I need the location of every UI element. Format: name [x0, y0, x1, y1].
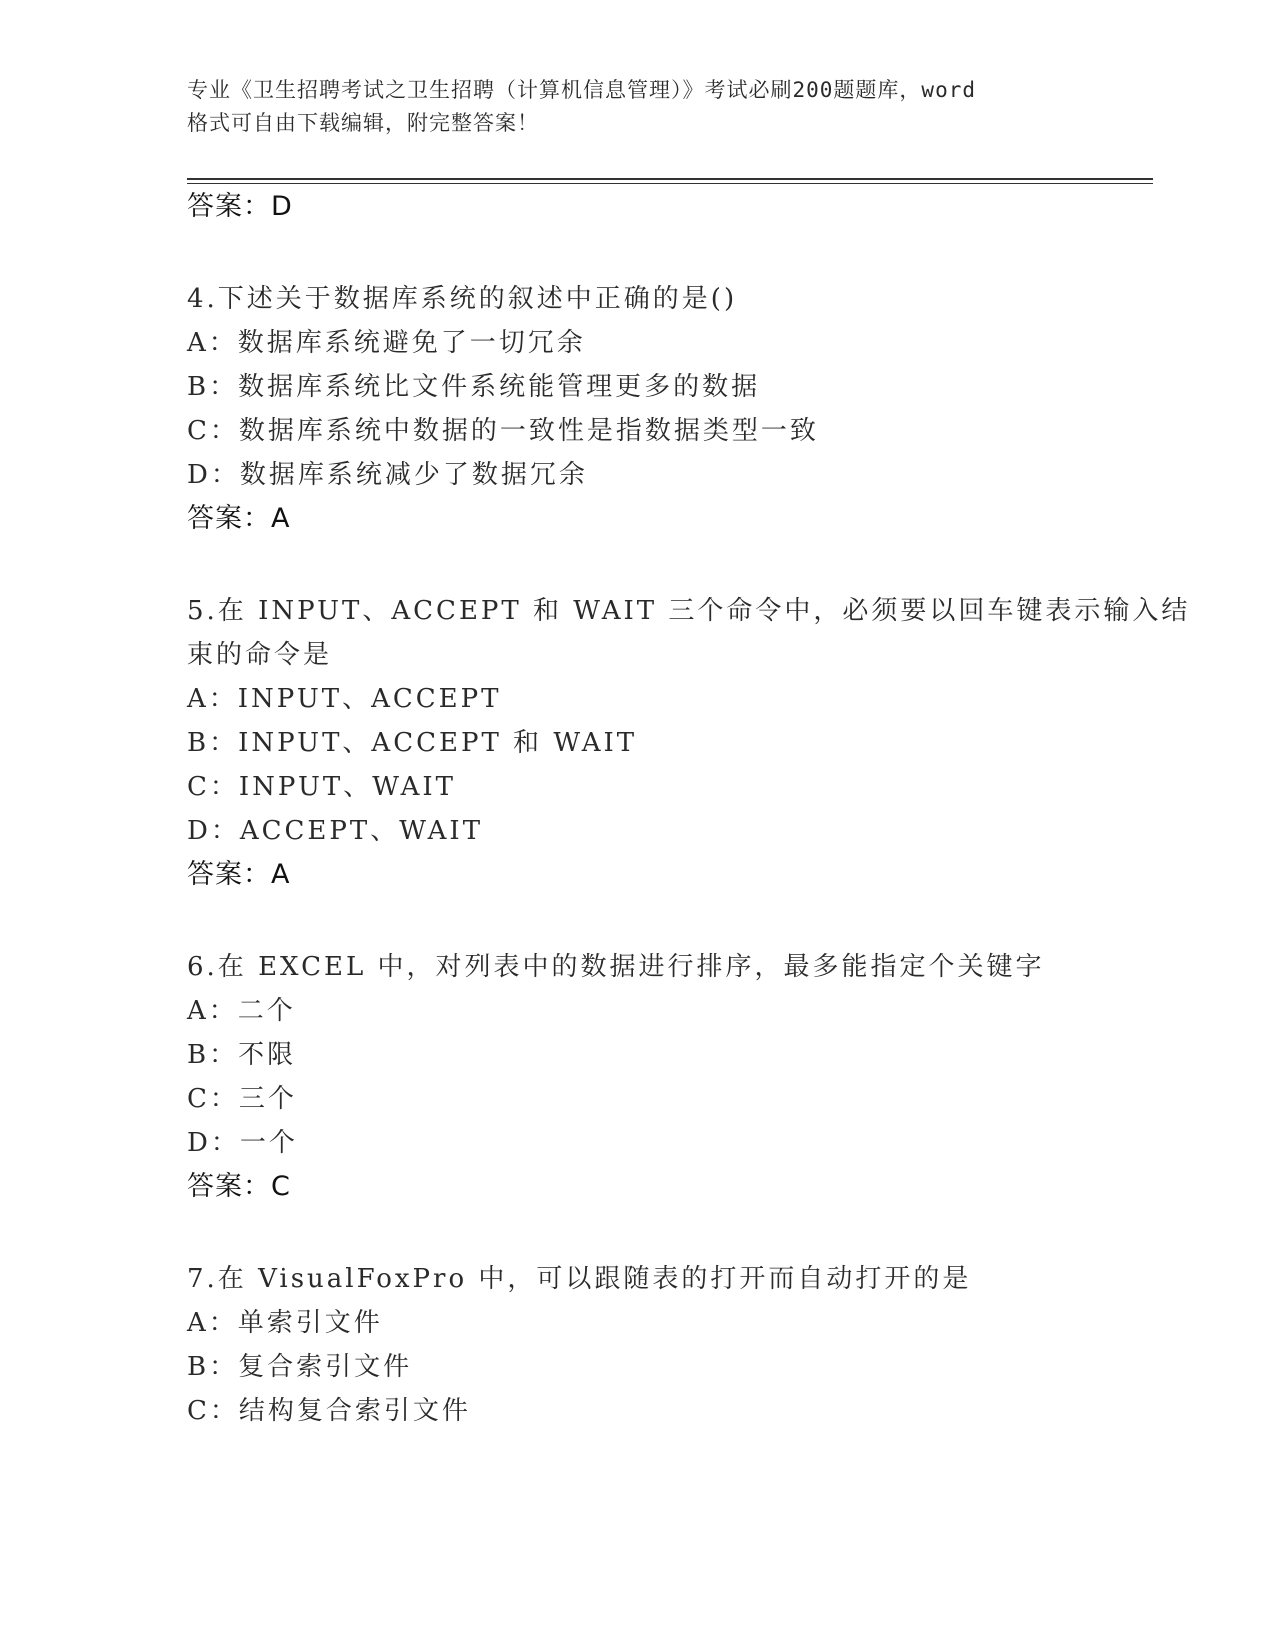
answer-line: 答案：D — [187, 191, 293, 222]
option-b: B：数据库系统比文件系统能管理更多的数据 — [187, 372, 761, 402]
header-divider-thin — [187, 183, 1153, 184]
document-header — [187, 74, 1087, 140]
question-stem: 6.在 EXCEL 中，对列表中的数据进行排序，最多能指定个关键字 — [187, 952, 1045, 982]
option-c: C：数据库系统中数据的一致性是指数据类型一致 — [187, 416, 819, 446]
header-line-2: 格式可自由下载编辑，附完整答案！ — [187, 111, 539, 135]
option-c: C：INPUT、WAIT — [187, 772, 457, 802]
answer-line: 答案：A — [187, 503, 291, 534]
option-d: D：ACCEPT、WAIT — [187, 816, 484, 846]
answer-line: 答案：C — [187, 1171, 291, 1202]
option-d: D：数据库系统减少了数据冗余 — [187, 460, 588, 490]
question-stem: 4.下述关于数据库系统的叙述中正确的是() — [187, 284, 738, 314]
option-a: A：INPUT、ACCEPT — [187, 684, 502, 714]
question-stem: 7.在 VisualFoxPro 中，可以跟随表的打开而自动打开的是 — [187, 1264, 972, 1294]
question-stem: 5.在 INPUT、ACCEPT 和 WAIT 三个命令中，必须要以回车键表示输入结 — [187, 596, 1191, 626]
header-divider — [187, 178, 1153, 180]
option-a: A：数据库系统避免了一切冗余 — [187, 328, 586, 358]
option-c: C：三个 — [187, 1084, 297, 1114]
option-d: D：一个 — [187, 1128, 298, 1158]
option-a: A：单索引文件 — [187, 1308, 383, 1338]
option-a: A：二个 — [187, 996, 296, 1026]
answer-line: 答案：A — [187, 859, 291, 890]
option-b: B：复合索引文件 — [187, 1352, 413, 1382]
question-stem-continued: 束的命令是 — [187, 640, 333, 670]
header-line-1: 专业《卫生招聘考试之卫生招聘（计算机信息管理）》考试必刷200题题库，word — [187, 78, 976, 102]
option-c: C：结构复合索引文件 — [187, 1396, 471, 1426]
option-b: B：不限 — [187, 1040, 297, 1070]
option-b: B：INPUT、ACCEPT 和 WAIT — [187, 728, 638, 758]
